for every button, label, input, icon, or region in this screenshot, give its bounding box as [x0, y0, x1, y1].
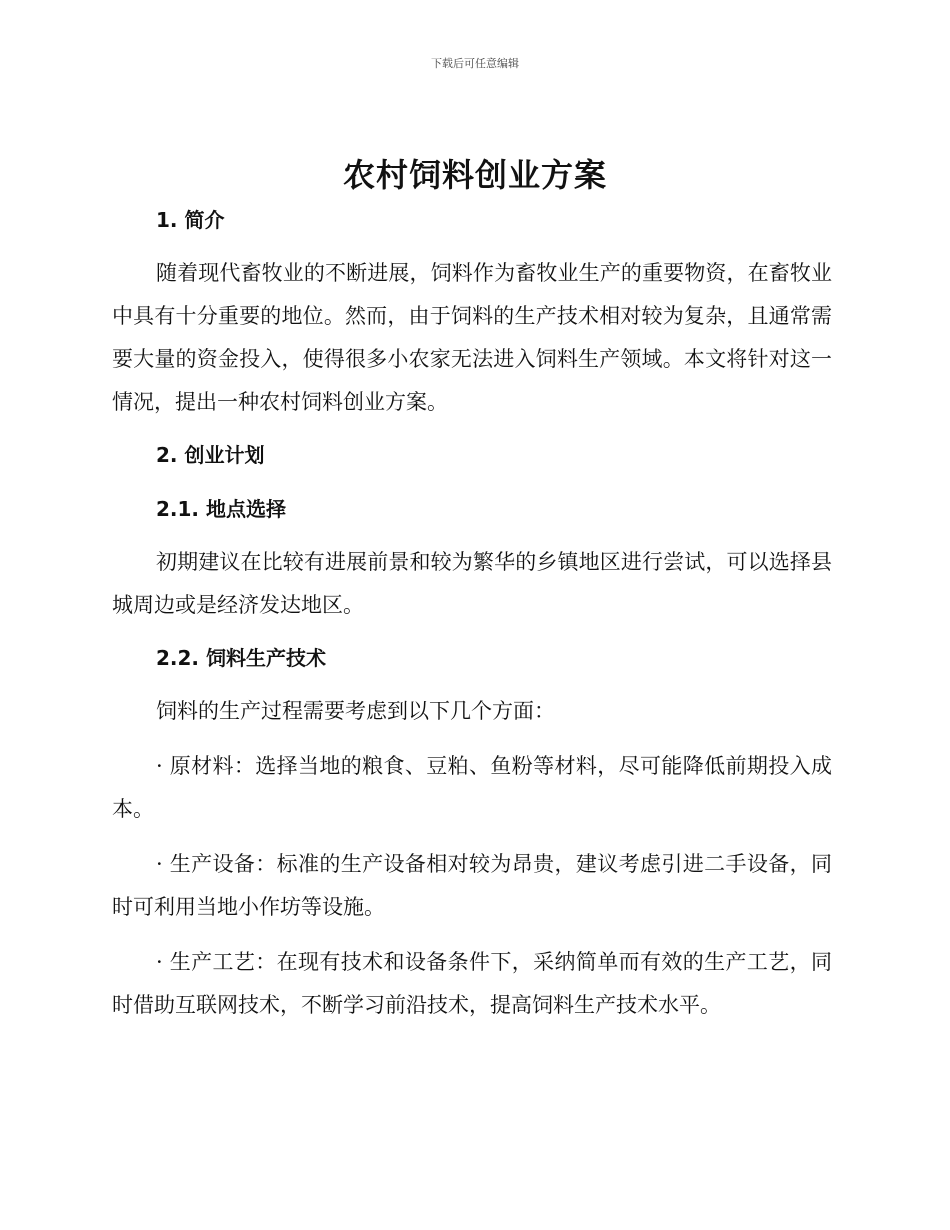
tech-intro-paragraph: 饲料的生产过程需要考虑到以下几个方面：: [156, 699, 555, 723]
section-heading-tech: 2.2. 饲料生产技术: [156, 646, 326, 670]
section-heading-intro: 1. 简介: [156, 208, 225, 232]
bullet-raw-materials: · 原材料：选择当地的粮食、豆粕、鱼粉等材料，尽可能降低前期投入成本。: [112, 754, 832, 821]
intro-paragraph: 随着现代畜牧业的不断进展，饲料作为畜牧业生产的重要物资，在畜牧业中具有十分重要的地位。然而，由于饲料的生产技术相对较为复杂，且通常需要大量的资金投入，使得很多小农家无法进入饲料生产领域。本文将针对这一情况，提出一种农村饲料创业方案。: [112, 261, 832, 414]
bullet-equipment: · 生产设备：标准的生产设备相对较为昂贵，建议考虑引进二手设备，同时可利用当地小作坊等设施。: [112, 852, 832, 919]
document-title: 农村饲料创业方案: [342, 156, 607, 194]
page-header-note: 下载后可任意编辑: [431, 57, 519, 70]
section-heading-location: 2.1. 地点选择: [156, 497, 286, 521]
location-paragraph: 初期建议在比较有进展前景和较为繁华的乡镇地区进行尝试，可以选择县城周边或是经济发达地区。: [112, 550, 832, 617]
document-body: [112, 198, 832, 1027]
section-heading-plan: 2. 创业计划: [156, 443, 265, 467]
bullet-process: · 生产工艺：在现有技术和设备条件下，采纳简单而有效的生产工艺，同时借助互联网技术，不断学习前沿技术，提高饲料生产技术水平。: [112, 950, 832, 1017]
